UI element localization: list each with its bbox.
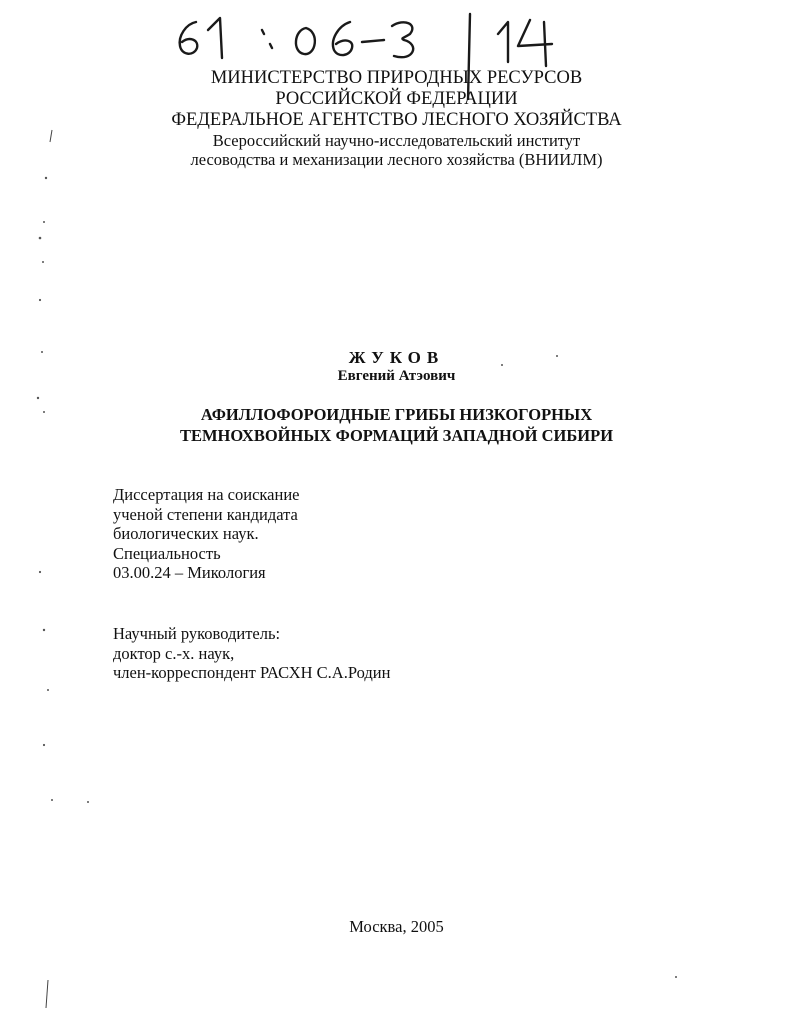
dissertation-title: [0, 404, 793, 446]
institute-line-2: лесоводства и механизации лесного хозяйства (ВНИИЛМ): [190, 150, 603, 169]
dissertation-line-1: Диссертация на соискание: [113, 485, 300, 504]
ministry-line: МИНИСТЕРСТВО ПРИРОДНЫХ РЕСУРСОВ: [210, 68, 583, 88]
institute-line-1: Всероссийский научно-исследовательский институт: [212, 131, 581, 150]
federation-heading: [0, 89, 793, 110]
author-surname: ЖУКОВ: [348, 348, 445, 367]
institute-heading-1: [0, 131, 793, 151]
author-name: Евгений Атэович: [337, 368, 456, 384]
supervisor-info: [113, 624, 390, 683]
dissertation-line-5: 03.00.24 – Микология: [113, 563, 266, 582]
dissertation-info: [113, 485, 299, 583]
title-line-2: ТЕМНОХВОЙНЫХ ФОРМАЦИЙ ЗАПАДНОЙ СИБИРИ: [179, 426, 614, 445]
supervisor-line-1: Научный руководитель:: [113, 624, 281, 643]
agency-line: ФЕДЕРАЛЬНОЕ АГЕНТСТВО ЛЕСНОГО ХОЗЯЙСТВА: [171, 110, 622, 130]
institute-heading-2: [0, 150, 793, 170]
dissertation-line-4: Специальность: [113, 543, 221, 563]
dissertation-line-3: биологических наук.: [113, 524, 259, 543]
federation-line: РОССИЙСКОЙ ФЕДЕРАЦИИ: [275, 89, 518, 109]
city-year: Москва, 2005: [349, 917, 444, 936]
supervisor-line-2: доктор с.-х. наук,: [113, 643, 235, 663]
title-line-1: АФИЛЛОФОРОИДНЫЕ ГРИБЫ НИЗКОГОРНЫХ: [200, 405, 593, 424]
agency-heading: [0, 110, 793, 131]
supervisor-line-3: член-корреспондент РАСХН С.А.Родин: [113, 663, 391, 682]
ministry-heading: [0, 68, 793, 89]
dissertation-line-2: ученой степени кандидата: [113, 504, 298, 524]
